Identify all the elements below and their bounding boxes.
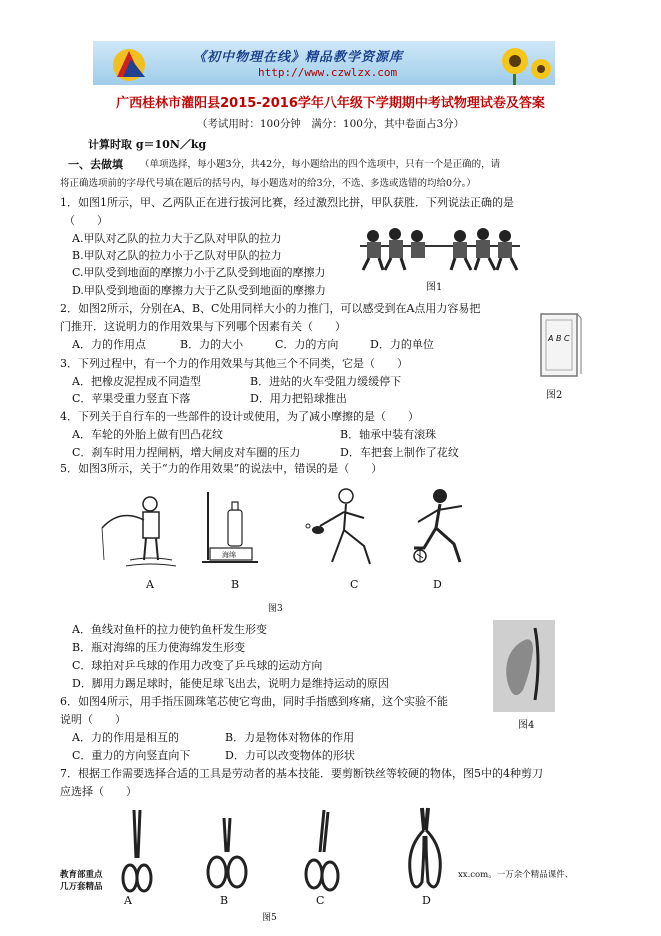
q7-stem-1: 7．根据工作需要选择合适的工具是劳动者的基本技能．要剪断铁丝等较硬的物体，图5中的4种剪刀 — [60, 767, 543, 780]
fig5-label-d: D — [422, 894, 431, 907]
q5-stem: 5．如图3所示，关于“力的作用效果”的说法中，错误的是（ ） — [60, 462, 383, 475]
fig3-label-d: D — [433, 578, 442, 591]
q5-option-d: D．脚用力踢足球时，能使足球飞出去，说明力是维持运动的原因 — [72, 677, 389, 690]
sponge-label: 海绵 — [222, 551, 236, 559]
door-figure — [537, 312, 583, 378]
q6-stem-1: 6．如图4所示，用手指压圆珠笔芯使它弯曲，同时手指感到疼痛，这个实验不能 — [60, 695, 448, 708]
q5-option-b: B．瓶对海绵的压力使海绵发生形变 — [72, 641, 246, 654]
sunflower-icon — [493, 41, 555, 85]
figure-2-caption: 图2 — [546, 390, 563, 401]
exam-info: （考试用时：100分钟 满分：100分，其中卷面占3分） — [196, 118, 465, 130]
q1-option-b: B.甲队对乙队的拉力小于乙队对甲队的拉力 — [72, 249, 282, 262]
q1-stem-2: （ ） — [64, 214, 108, 227]
q1-option-d: D.甲队受到地面的摩擦力大于乙队受到地面的摩擦力 — [72, 284, 326, 297]
q2-option-b: B．力的大小 — [180, 338, 244, 351]
q6-option-b: B．力是物体对物体的作用 — [225, 731, 355, 744]
scissors-c-figure — [302, 808, 342, 894]
q4-option-d: D．车把套上制作了花纹 — [340, 446, 459, 459]
fig5-label-a: A — [124, 894, 132, 907]
g-note: 计算时取 g＝10N／kg — [88, 138, 207, 151]
q3-option-c: C．苹果受重力竖直下落 — [72, 392, 191, 405]
figure-3-caption: 图3 — [268, 604, 283, 614]
q3-option-a: A．把橡皮泥捏成不同造型 — [72, 375, 201, 388]
scissors-a-figure — [120, 808, 154, 894]
q4-option-c: C．刹车时用力捏闸柄，增大闸皮对车圈的压力 — [72, 446, 301, 459]
scissors-d-figure — [402, 806, 448, 894]
q3-option-d: D．用力把铅球推出 — [250, 392, 347, 405]
q5-option-c: C．球拍对乒乓球的作用力改变了乒乓球的运动方向 — [72, 659, 323, 672]
fig5-label-b: B — [220, 894, 229, 907]
fig3-label-b: B — [231, 578, 240, 591]
q6-option-c: C．重力的方向竖直向下 — [72, 749, 191, 762]
fig5-label-c: C — [316, 894, 325, 907]
q5-option-a: A．鱼线对鱼杆的拉力使钓鱼杆发生形变 — [72, 623, 267, 636]
q2-option-a: A．力的作用点 — [72, 338, 146, 351]
fig3-label-a: A — [146, 578, 154, 591]
q6-stem-2: 说明（ ） — [60, 713, 126, 726]
page-title: 广西桂林市灌阳县2015-2016学年八年级下学期期中考试物理试卷及答案 — [116, 96, 545, 111]
banner-url[interactable]: http://www.czwlzx.com — [258, 66, 398, 79]
footer-left-2: 几万套精品 — [60, 882, 103, 892]
soccer-figure — [404, 486, 476, 572]
fig3-label-c: C — [350, 578, 359, 591]
section-title: 一、去做填 — [68, 158, 123, 171]
section-desc-2: 将正确选项前的字母代号填在题后的括号内，每小题选对的给3分，不选、多选或选错的均给0分。） — [60, 178, 476, 189]
q4-stem: 4．下列关于自行车的一些部件的设计或使用，为了减小摩擦的是（ ） — [60, 410, 419, 423]
q1-option-a: A.甲队对乙队的拉力大于乙队对甲队的拉力 — [72, 232, 282, 245]
q4-option-a: A．车轮的外胎上做有凹凸花纹 — [72, 428, 223, 441]
q2-option-d: D．力的单位 — [370, 338, 434, 351]
q3-option-b: B．进站的火车受阻力缓缓停下 — [250, 375, 402, 388]
footer-left-1: 教育部重点 — [60, 870, 103, 880]
q1-option-c: C.甲队受到地面的摩擦力小于乙队受到地面的摩擦力 — [72, 266, 326, 279]
scissors-b-figure — [206, 816, 248, 894]
q2-option-c: C．力的方向 — [275, 338, 339, 351]
figure-1-caption: 图1 — [426, 282, 443, 293]
fishing-figure — [100, 488, 180, 572]
pen-refill-figure — [493, 620, 555, 712]
banner-title: 《初中物理在线》精品教学资源库 — [193, 50, 404, 65]
ping-pong-figure — [300, 486, 380, 572]
figure-4-caption: 图4 — [518, 720, 535, 731]
section-desc-1: （单项选择，每小题3分，共42分，每小题给出的四个选项中，只有一个是正确的，请 — [140, 159, 501, 170]
q2-stem-2: 门推开．这说明力的作用效果与下列哪个因素有关（ ） — [60, 320, 346, 333]
door-labels: A B C — [548, 334, 570, 343]
q7-stem-2: 应选择（ ） — [60, 785, 137, 798]
header-banner — [93, 41, 555, 85]
tug-of-war-figure — [355, 222, 525, 274]
figure-5-caption: 图5 — [262, 913, 277, 923]
q6-option-d: D．力可以改变物体的形状 — [225, 749, 355, 762]
logo-icon — [101, 45, 171, 83]
q3-stem: 3．下列过程中，有一个力的作用效果与其他三个不同类，它是（ ） — [60, 357, 408, 370]
q4-option-b: B．轴承中装有滚珠 — [340, 428, 437, 441]
footer-right: xx.com。一万余个精品课件、 — [458, 870, 574, 880]
q6-option-a: A．力的作用是相互的 — [72, 731, 179, 744]
q2-stem-1: 2．如图2所示，分别在A、B、C处用同样大小的力推门，可以感受到在A点用力容易把 — [60, 302, 481, 315]
q1-stem-1: 1．如图1所示，甲、乙两队正在进行拔河比赛，经过激烈比拼，甲队获胜．下列说法正确的是 — [60, 196, 514, 209]
